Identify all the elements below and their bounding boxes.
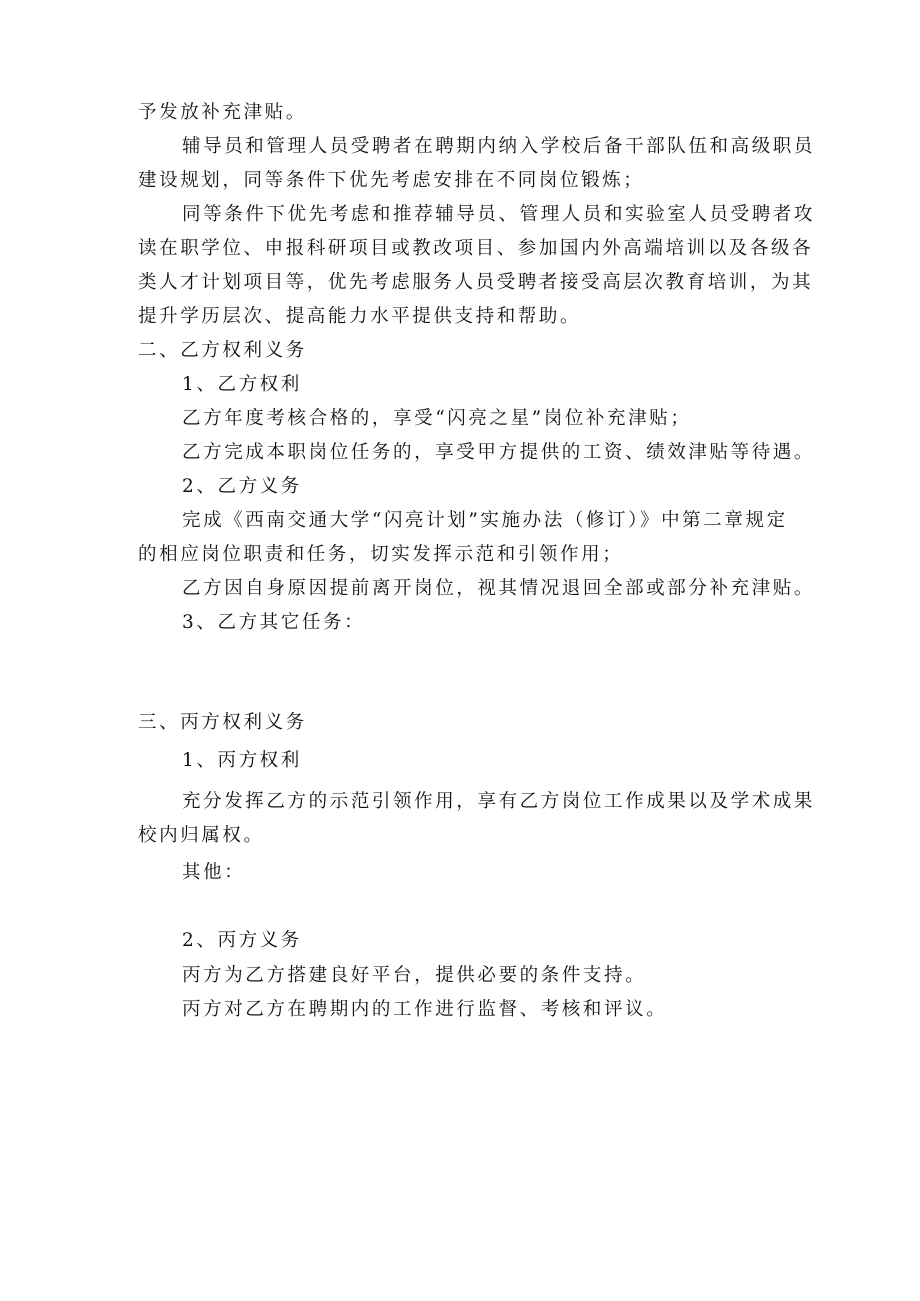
text-line: 校内归属权。 xyxy=(138,825,265,846)
text-line: 的相应岗位职责和任务，切实发挥示范和引领作用； xyxy=(138,544,624,565)
text-line: 乙方年度考核合格的，享受“闪亮之星”岗位补充津贴； xyxy=(182,408,692,429)
text-line: 读在职学位、申报科研项目或教改项目、参加国内外高端培训以及各级各 xyxy=(138,238,814,259)
text-line: 丙方对乙方在聘期内的工作进行监督、考核和评议。 xyxy=(182,999,668,1020)
text-line: 丙方为乙方搭建良好平台，提供必要的条件支持。 xyxy=(182,965,647,986)
text-line: 提升学历层次、提高能力水平提供支持和帮助。 xyxy=(138,306,582,327)
text-line: 完成《西南交通大学“闪亮计划”实施办法（修订）》中第二章规定 xyxy=(182,510,788,531)
subsection-heading: 1、丙方权利 xyxy=(182,750,302,771)
section-heading: 二、乙方权利义务 xyxy=(138,340,307,361)
text-line: 充分发挥乙方的示范引领作用，享有乙方岗位工作成果以及学术成果 xyxy=(182,791,816,812)
text-line: 予发放补充津贴。 xyxy=(138,102,307,123)
text-line: 乙方因自身原因提前离开岗位，视其情况退回全部或部分补充津贴。 xyxy=(182,578,816,599)
subsection-heading: 2、丙方义务 xyxy=(182,930,302,951)
subsection-heading: 3、乙方其它任务： xyxy=(182,612,366,633)
subsection-heading: 2、乙方义务 xyxy=(182,476,302,497)
subsection-heading: 1、乙方权利 xyxy=(182,374,302,395)
text-line: 其他： xyxy=(182,862,246,883)
section-heading: 三、丙方权利义务 xyxy=(138,712,307,733)
text-line: 乙方完成本职岗位任务的，享受甲方提供的工资、绩效津贴等待遇。 xyxy=(182,442,816,463)
text-line: 辅导员和管理人员受聘者在聘期内纳入学校后备干部队伍和高级职员 xyxy=(182,136,816,157)
text-line: 类人才计划项目等，优先考虑服务人员受聘者接受高层次教育培训，为其 xyxy=(138,272,814,293)
text-line: 同等条件下优先考虑和推荐辅导员、管理人员和实验室人员受聘者攻 xyxy=(182,204,816,225)
text-line: 建设规划，同等条件下优先考虑安排在不同岗位锻炼； xyxy=(138,170,645,191)
